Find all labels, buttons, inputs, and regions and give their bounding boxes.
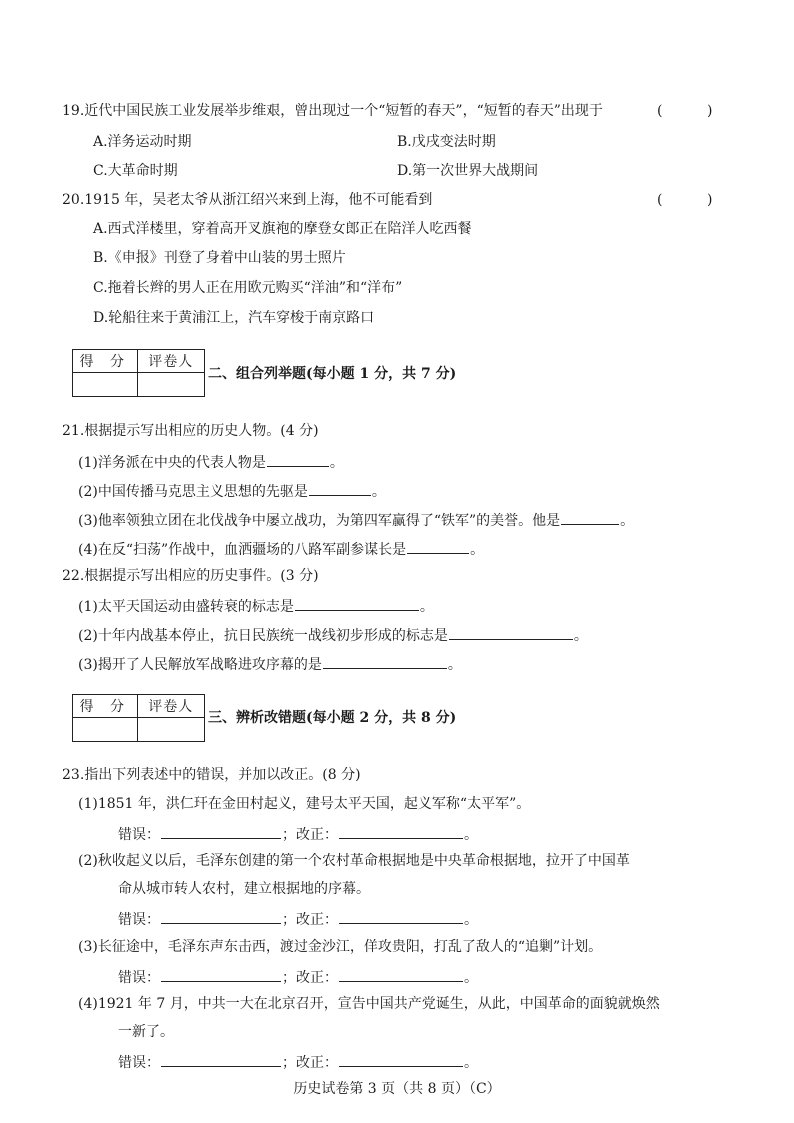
score-box-section2 <box>72 349 205 397</box>
q22-item-3 <box>78 653 462 675</box>
q23-item-2-line-1: (2)秋收起义以后，毛泽东创建的第一个农村革命根据地是中央革命根据地，拉开了中国革 <box>78 853 630 869</box>
correct-blank[interactable] <box>339 1051 463 1067</box>
answer-blank[interactable] <box>295 595 419 611</box>
answer-blank[interactable] <box>561 509 619 525</box>
q19-answer-paren: ( ) <box>657 103 713 119</box>
correct-blank[interactable] <box>339 908 463 924</box>
section2-title: 二、组合列举题(每小题 1 分，共 7 分) <box>208 366 457 382</box>
grader-cell[interactable] <box>137 373 204 397</box>
correct-blank[interactable] <box>339 966 463 982</box>
q20-stem: 20.1915 年，吴老太爷从浙江绍兴来到上海，他不可能看到 <box>62 192 433 208</box>
error-blank[interactable] <box>161 908 281 924</box>
q23-item-2-answer <box>118 908 478 930</box>
q19-option-a: A.洋务运动时期 <box>93 134 192 150</box>
grader-label: 评卷人 <box>137 695 204 718</box>
answer-blank[interactable] <box>449 624 573 640</box>
q21-item-1 <box>78 451 344 473</box>
q20-option-c: C.拖着长辫的男人正在用欧元购买“洋油”和“洋布” <box>93 280 403 296</box>
q23-item-1: (1)1851 年，洪仁玕在金田村起义，建号太平天国，起义军称“太平军”。 <box>78 796 531 812</box>
period: 。 <box>464 970 478 986</box>
q21-item-1-text: (1)洋务派在中央的代表人物是 <box>78 455 266 471</box>
answer-blank[interactable] <box>309 480 371 496</box>
q23-item-2-line-2: 命从城市转人农村，建立根据地的序幕。 <box>118 881 370 897</box>
q21-item-2 <box>78 480 386 502</box>
correct-label: ；改正： <box>282 827 338 843</box>
q20-answer-paren: ( ) <box>657 192 713 208</box>
period: 。 <box>371 484 386 500</box>
answer-blank[interactable] <box>407 538 469 554</box>
q21-item-4-text: (4)在反“扫荡”作战中，血洒疆场的八路军副参谋长是 <box>78 542 407 558</box>
q22-item-1 <box>78 595 434 617</box>
answer-blank[interactable] <box>323 653 447 669</box>
q20-option-b: B.《申报》刊登了身着中山装的男士照片 <box>93 250 346 266</box>
error-label: 错误： <box>118 970 160 986</box>
q23-item-4-line-2: 一新了。 <box>118 1024 174 1040</box>
q19-stem: 19.近代中国民族工业发展举步维艰，曾出现过一个“短暂的春天”，“短暂的春天”出现于 <box>62 103 603 119</box>
q19-option-c: C.大革命时期 <box>93 163 178 179</box>
answer-blank[interactable] <box>267 451 329 467</box>
period: 。 <box>464 912 478 928</box>
q21-stem: 21.根据提示写出相应的历史人物。(4 分) <box>62 423 319 439</box>
q22-item-3-text: (3)揭开了人民解放军战略进攻序幕的是 <box>78 657 322 673</box>
page-footer: 历史试卷第 3 页（共 8 页）（C） <box>293 1081 501 1097</box>
period: 。 <box>573 628 588 644</box>
q19-option-b: B.戊戌变法时期 <box>397 134 496 150</box>
q21-item-3-text: (3)他率领独立团在北伐战争中屡立战功，为第四军赢得了“铁军”的美誉。他是 <box>78 513 561 529</box>
q23-stem: 23.指出下列表述中的错误，并加以改正。(8 分) <box>62 767 361 783</box>
q22-stem: 22.根据提示写出相应的历史事件。(3 分) <box>62 568 319 584</box>
q21-item-3 <box>78 509 634 531</box>
period: 。 <box>447 657 462 673</box>
score-label: 得 分 <box>73 350 138 373</box>
q20-option-d: D.轮船往来于黄浦江上，汽车穿梭于南京路口 <box>93 310 375 326</box>
grader-cell[interactable] <box>137 718 204 742</box>
grader-label: 评卷人 <box>137 350 204 373</box>
q22-item-2-text: (2)十年内战基本停止，抗日民族统一战线初步形成的标志是 <box>78 628 448 644</box>
q19-option-d: D.第一次世界大战期间 <box>397 163 539 179</box>
period: 。 <box>464 1055 478 1071</box>
q22-item-1-text: (1)太平天国运动由盛转衰的标志是 <box>78 599 294 615</box>
q23-item-1-answer <box>118 823 478 845</box>
q23-item-3: (3)长征途中，毛泽东声东击西，渡过金沙江，佯攻贵阳，打乱了敌人的“追剿”计划。 <box>78 939 603 955</box>
q23-item-4-line-1: (4)1921 年 7 月，中共一大在北京召开，宣告中国共产党诞生，从此，中国革命的面貌就焕然 <box>78 996 660 1012</box>
score-label: 得 分 <box>73 695 138 718</box>
period: 。 <box>470 542 485 558</box>
correct-label: ；改正： <box>282 912 338 928</box>
q22-item-2 <box>78 624 588 646</box>
q20-option-a: A.西式洋楼里，穿着高开叉旗袍的摩登女郎正在陪洋人吃西餐 <box>93 221 472 237</box>
score-cell[interactable] <box>73 718 138 742</box>
error-blank[interactable] <box>161 1051 281 1067</box>
correct-label: ；改正： <box>282 970 338 986</box>
error-label: 错误： <box>118 912 160 928</box>
q21-item-4 <box>78 538 484 560</box>
q21-item-2-text: (2)中国传播马克思主义思想的先驱是 <box>78 484 308 500</box>
period: 。 <box>419 599 434 615</box>
error-label: 错误： <box>118 827 160 843</box>
correct-label: ；改正： <box>282 1055 338 1071</box>
q23-item-3-answer <box>118 966 478 988</box>
period: 。 <box>464 827 478 843</box>
score-cell[interactable] <box>73 373 138 397</box>
correct-blank[interactable] <box>339 823 463 839</box>
period: 。 <box>329 455 344 471</box>
section3-title: 三、辨析改错题(每小题 2 分，共 8 分) <box>208 710 457 726</box>
error-label: 错误： <box>118 1055 160 1071</box>
q23-item-4-answer <box>118 1051 478 1073</box>
score-box-section3 <box>72 694 205 742</box>
period: 。 <box>620 513 635 529</box>
error-blank[interactable] <box>161 823 281 839</box>
error-blank[interactable] <box>161 966 281 982</box>
